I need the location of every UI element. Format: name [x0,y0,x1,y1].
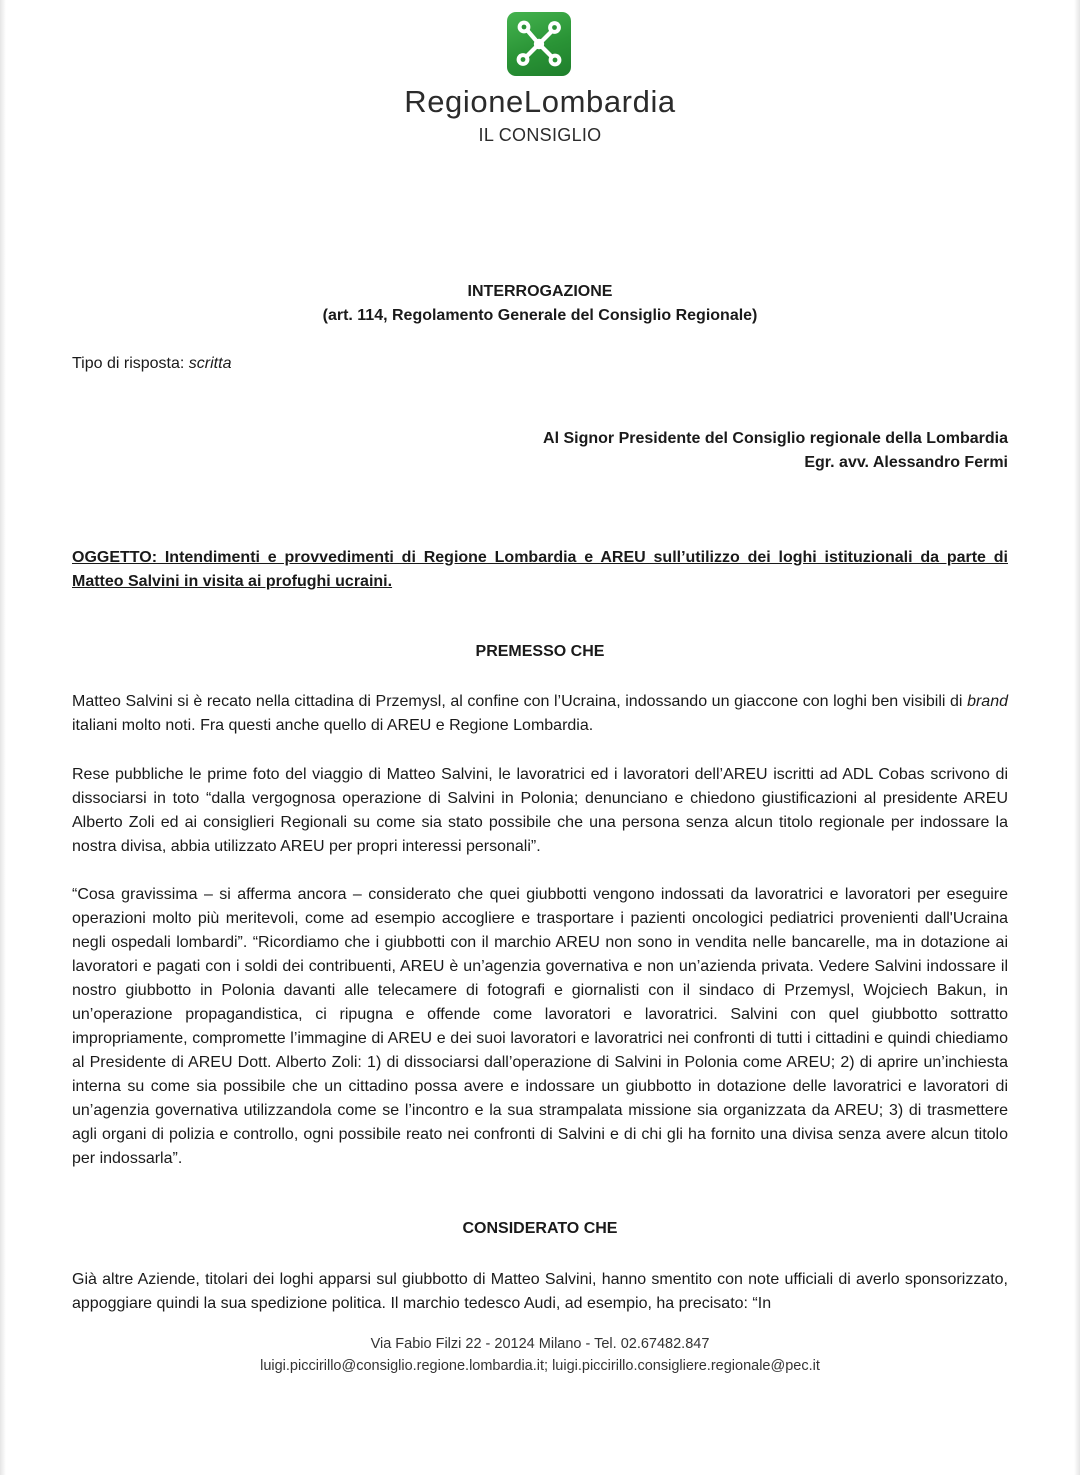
subject-line: OGGETTO: Intendimenti e provvedimenti di Regione Lombardia e AREU sull’utilizzo dei loghi istituzionali da parte di Matteo Salvini in visita ai profughi ucraini. [72,549,1008,590]
regione-lombardia-logo-icon [507,12,571,76]
page-edge-right [1074,0,1080,1475]
section-heading-premesso: PREMESSO CHE [475,643,605,660]
addressee-line-1: Al Signor Presidente del Consiglio regionale della Lombardia [543,430,1008,447]
document-title: INTERROGAZIONE [467,283,613,300]
addressee-line-2: Egr. avv. Alessandro Fermi [804,454,1008,471]
paragraph-2: Rese pubbliche le prime foto del viaggio di Matteo Salvini, le lavoratrici ed i lavoratori dell’AREU iscritti ad ADL Cobas scrivono di dissociarsi in toto “dalla vergognosa operazione di Salvini in Polonia; denunciano e chiedono giustificazioni al presidente AREU Alberto Zoli ed ai consiglieri Regionali su come sia stato possibile che una persona senza alcun titolo regionale per indossare la nostra divisa, abbia utilizzato AREU per propri interessi personali”. [72,766,1008,855]
document-subtitle: (art. 114, Regolamento Generale del Consiglio Regionale) [322,307,758,324]
paragraph-4: Già altre Aziende, titolari dei loghi apparsi sul giubbotto di Matteo Salvini, hanno smentito con note ufficiali di averlo sponsorizzato, appoggiare quindi la sua spedizione politica. Il marchio tedesco Audi, ad esempio, ha precisato: “In [72,1271,1008,1312]
response-type [72,355,231,373]
footer-address: Via Fabio Filzi 22 - 20124 Milano - Tel. 02.67482.847 [370,1336,710,1352]
response-type-value: scritta [188,355,232,372]
paragraph-3: “Cosa gravissima – si afferma ancora – considerato che quei giubbotti vengono indossati da lavoratrici e lavoratori per eseguire operazioni molto più meritevoli, come ad esempio accogliere e trasportare i pazienti oncologici pediatrici provenienti dall'Ucraina negli ospedali lombardi”. “Ricordiamo che i giubbotti con il marchio AREU non sono in vendita nelle bancarelle, ma in dotazione ai lavoratori e pagati con i soldi dei contribuenti, AREU è un’agenzia governativa e non un’azienda privata. Vedere Salvini indossare il nostro giubbotto in Polonia davanti alle telecamere di fotografi e giornalisti con il sindaco di Przemysl, Wojciech Bakun, in un’operazione propagandistica, ci ripugna e offende come lavoratori e lavoratrici. Salvini con quel giubbotto sottratto impropriamente, compromette l’immagine di AREU e dei suoi lavoratori e lavoratrici nei confronti di tutti i cittadini e quindi chiediamo al Presidente di AREU Dott. Alberto Zoli: 1) di dissociarsi dall’operazione di Salvini in Polonia come AREU; 2) di aprire un’inchiesta interna su come sia possibile che un cittadino possa avere e indossare un giubbotto in dotazione delle lavoratrici e lavoratori di un’agenzia governativa utilizzandola come se l’incontro e la sua strampalata missione sia organizzata da AREU; 3) di trasmettere agli organi di polizia e controllo, ogni possibile reato nei confronti di Salvini e di chi gli ha fornito una divisa senza avere alcun titolo per indossarla”. [72,886,1008,1167]
page-edge-left [0,0,6,1475]
brand-subtitle: IL CONSIGLIO [478,125,602,145]
section-heading-considerato: CONSIDERATO CHE [462,1220,618,1237]
paragraph-1-part-b: italiani molto noti. Fra questi anche quello di AREU e Regione Lombardia. [72,717,594,734]
response-type-label: Tipo di risposta: [72,355,185,372]
addressee-block [543,427,1008,475]
footer-emails: luigi.piccirillo@consiglio.regione.lombardia.it; luigi.piccirillo.consigliere.regionale@pec.it [260,1358,820,1374]
paragraph-1 [72,690,1008,738]
paragraph-1-emphasis: brand [967,693,1008,710]
brand-name: RegioneLombardia [404,84,676,119]
paragraph-1-part-a: Matteo Salvini si è recato nella cittadina di Przemysl, al confine con l’Ucraina, indossando un giaccone con loghi ben visibili di [72,693,968,710]
